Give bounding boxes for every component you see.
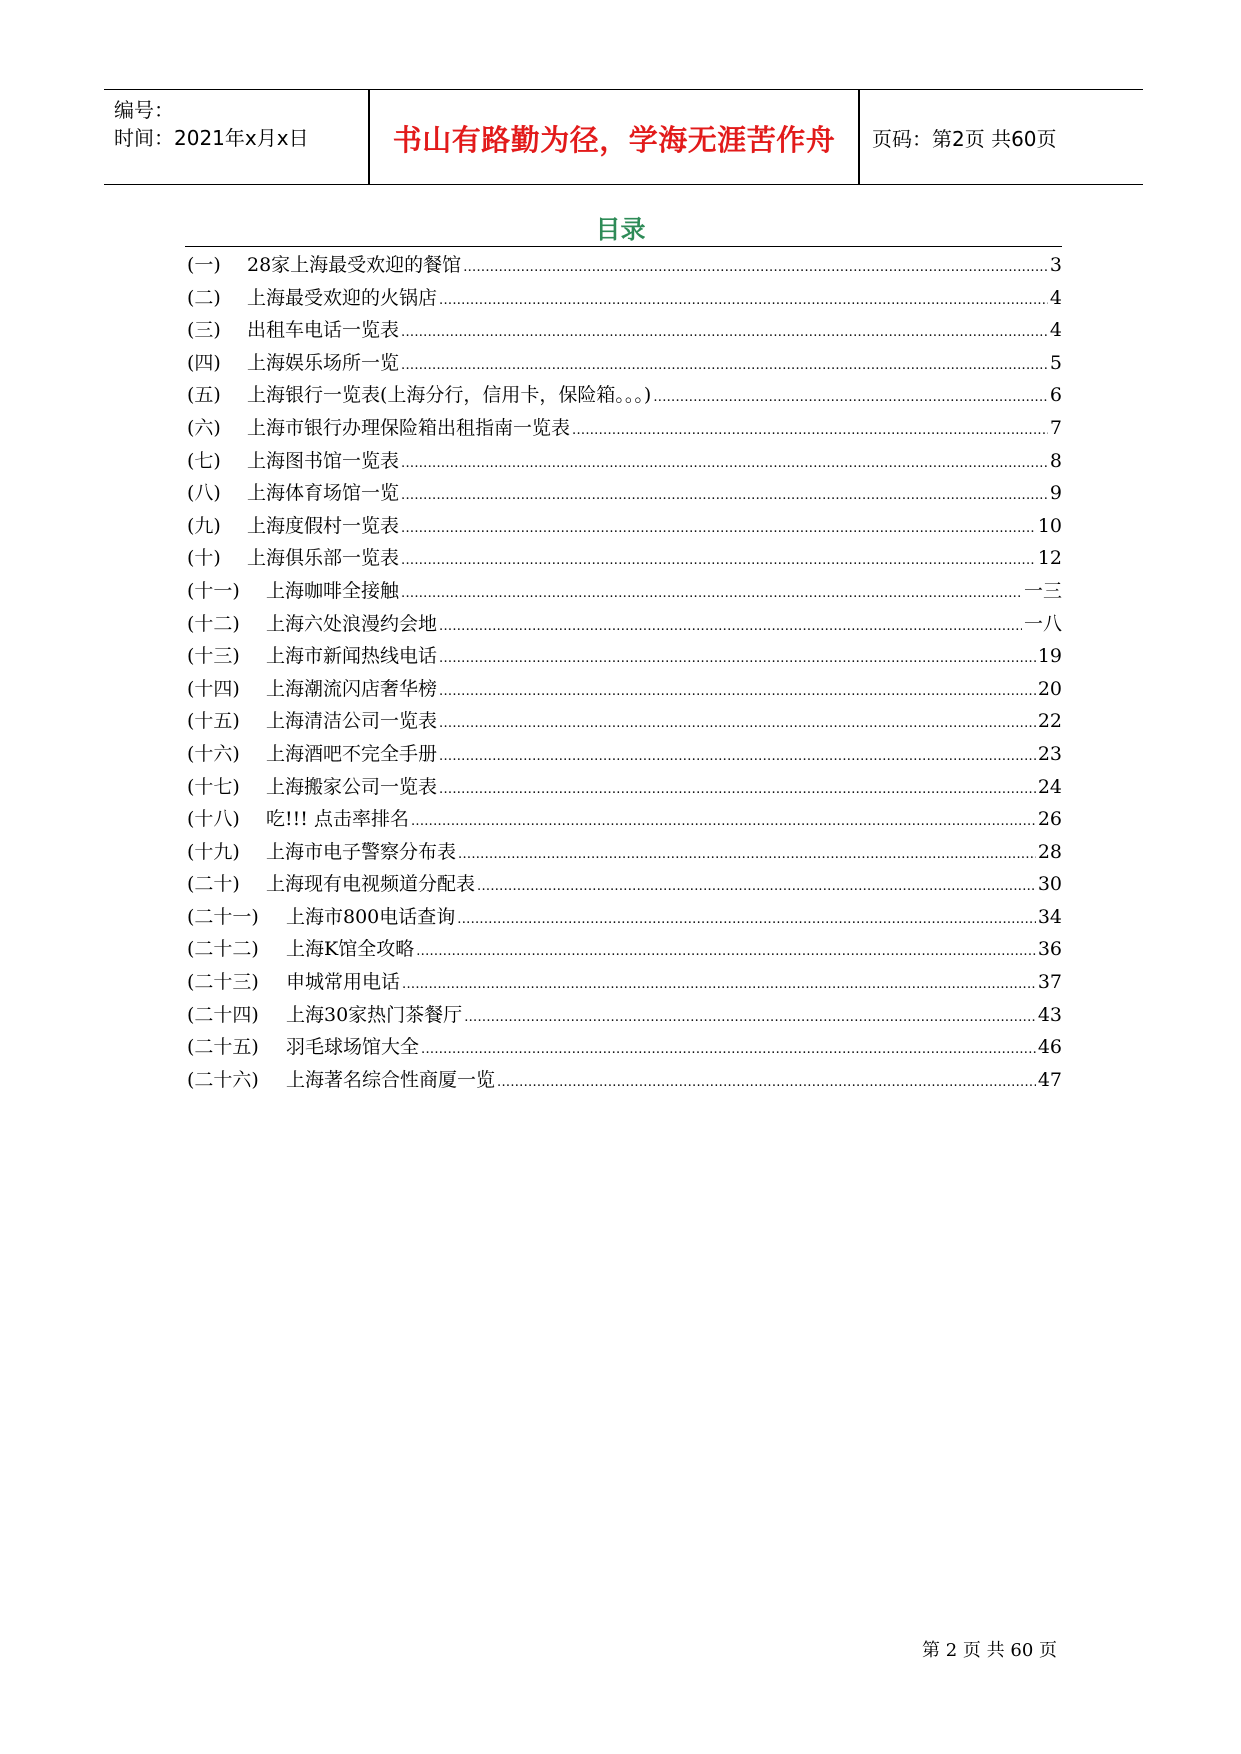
toc-entry-label: 上海著名综合性商厦一览 [286, 1068, 496, 1091]
header-page-info: 页码：第2页 共60页 [872, 127, 1057, 151]
toc-entry-label: 上海最受欢迎的火锅店 [247, 286, 438, 309]
toc-entry-label: 上海现有电视频道分配表 [266, 873, 476, 896]
header-motto: 书山有路勤为径，学海无涯苦作舟 [392, 123, 836, 157]
toc-entry-page-number: 30 [1037, 873, 1062, 896]
toc-entry[interactable] [187, 641, 1062, 674]
time-label: 时间：2021年x月x日 [114, 126, 309, 150]
toc-entry-leader-dots [457, 906, 1036, 928]
toc-entry[interactable] [187, 1000, 1062, 1033]
toc-entry[interactable] [187, 967, 1062, 1000]
toc-entry-number: (二) [187, 286, 221, 309]
toc-entry-page-number: 19 [1037, 645, 1062, 668]
toc-entry-page-number: 一八 [1023, 612, 1062, 635]
toc-entry[interactable] [187, 511, 1062, 544]
toc-entry-page-number: 43 [1037, 1003, 1062, 1026]
toc-entry-number: (二十二) [187, 938, 259, 961]
toc-entry-number: (十七) [187, 775, 240, 798]
toc-entry-page-number: 24 [1037, 775, 1062, 798]
toc-entry-page-number: 46 [1037, 1036, 1062, 1059]
toc-entry-leader-dots [401, 515, 1036, 537]
toc-entry[interactable] [187, 804, 1062, 837]
toc-entry-page-number: 47 [1037, 1068, 1062, 1091]
toc-entry[interactable] [187, 706, 1062, 739]
header-divider [858, 90, 860, 184]
toc-entry[interactable] [187, 934, 1062, 967]
table-of-contents [187, 250, 1062, 1097]
toc-entry-number: (一) [187, 254, 221, 276]
toc-entry-label: 上海体育场馆一览 [247, 482, 400, 505]
toc-entry-leader-dots [572, 417, 1048, 439]
toc-entry[interactable] [187, 478, 1062, 511]
toc-entry-leader-dots [464, 1004, 1036, 1026]
toc-entry-label: 上海咖啡全接触 [266, 579, 400, 602]
toc-entry[interactable] [187, 283, 1062, 316]
toc-entry-number: (七) [187, 449, 221, 472]
toc-entry-number: (二十六) [187, 1068, 259, 1091]
toc-entry-label: 出租车电话一览表 [247, 319, 400, 342]
toc-entry-number: (九) [187, 514, 221, 537]
toc-entry-number: (十二) [187, 612, 240, 635]
toc-entry-number: (十五) [187, 710, 240, 733]
toc-entry-label: 28家上海最受欢迎的餐馆 [247, 254, 462, 276]
toc-entry-page-number: 3 [1049, 254, 1062, 276]
toc-entry-label: 上海六处浪漫约会地 [266, 612, 438, 635]
toc-entry-label: 上海娱乐场所一览 [247, 351, 400, 374]
toc-entry-leader-dots [421, 1036, 1036, 1058]
toc-entry-leader-dots [401, 450, 1048, 472]
toc-entry-number: (六) [187, 416, 221, 439]
toc-entry-leader-dots [402, 971, 1036, 993]
toc-entry[interactable] [187, 869, 1062, 902]
toc-entry-leader-dots [416, 938, 1036, 960]
toc-entry-label: 上海市电子警察分布表 [266, 840, 457, 863]
toc-entry-label: 申城常用电话 [286, 971, 401, 994]
toc-entry-number: (五) [187, 384, 221, 407]
toc-entry[interactable] [187, 1065, 1062, 1098]
toc-entry-leader-dots [653, 384, 1048, 406]
toc-entry-label: 上海潮流闪店奢华榜 [266, 677, 438, 700]
toc-entry[interactable] [187, 315, 1062, 348]
toc-entry-label: 上海市银行办理保险箱出租指南一览表 [247, 416, 571, 439]
toc-entry-page-number: 37 [1037, 971, 1062, 994]
toc-title: 目录 [595, 215, 646, 244]
toc-entry-label: 羽毛球场馆大全 [286, 1036, 420, 1059]
toc-entry-number: (十四) [187, 677, 240, 700]
toc-entry-page-number: 12 [1037, 547, 1062, 570]
toc-entry[interactable] [187, 543, 1062, 576]
toc-entry-leader-dots [439, 613, 1022, 635]
toc-entry-number: (二十一) [187, 905, 259, 928]
toc-entry-label: 上海K馆全攻略 [286, 938, 415, 961]
toc-entry-label: 上海清洁公司一览表 [266, 710, 438, 733]
toc-entry[interactable] [187, 380, 1062, 413]
toc-entry-leader-dots [439, 287, 1048, 309]
toc-entry-number: (十九) [187, 840, 240, 863]
toc-entry-number: (十) [187, 547, 221, 570]
toc-entry-number: (二十五) [187, 1036, 259, 1059]
toc-entry[interactable] [187, 1032, 1062, 1065]
toc-entry-label: 上海市新闻热线电话 [266, 645, 438, 668]
toc-entry-leader-dots [439, 743, 1036, 765]
toc-entry-number: (十八) [187, 808, 240, 831]
toc-entry-page-number: 5 [1049, 351, 1062, 374]
toc-entry[interactable] [187, 348, 1062, 381]
toc-entry-page-number: 一三 [1023, 579, 1062, 602]
page-header [104, 89, 1143, 185]
toc-entry[interactable] [187, 250, 1062, 283]
toc-entry-number: (十一) [187, 579, 240, 602]
toc-entry-page-number: 9 [1049, 482, 1062, 505]
toc-entry-number: (二十三) [187, 971, 259, 994]
toc-entry-leader-dots [401, 482, 1048, 504]
toc-entry[interactable] [187, 837, 1062, 870]
toc-entry-label: 上海市800电话查询 [286, 905, 456, 928]
toc-entry-page-number: 20 [1037, 677, 1062, 700]
toc-entry-page-number: 36 [1037, 938, 1062, 961]
toc-entry-leader-dots [463, 254, 1048, 276]
toc-entry-label: 上海30家热门茶餐厅 [286, 1003, 463, 1026]
toc-entry[interactable] [187, 739, 1062, 772]
toc-entry-label: 上海酒吧不完全手册 [266, 742, 438, 765]
toc-entry-page-number: 6 [1049, 384, 1062, 407]
toc-entry[interactable] [187, 576, 1062, 609]
toc-entry[interactable] [187, 902, 1062, 935]
toc-entry-label: 上海图书馆一览表 [247, 449, 400, 472]
toc-entry-label: 上海度假村一览表 [247, 514, 400, 537]
toc-entry-page-number: 8 [1049, 449, 1062, 472]
toc-entry[interactable] [187, 772, 1062, 805]
toc-entry-page-number: 22 [1037, 710, 1062, 733]
toc-entry-page-number: 34 [1037, 905, 1062, 928]
toc-entry-page-number: 4 [1049, 319, 1062, 342]
toc-entry[interactable] [187, 446, 1062, 479]
toc-entry-leader-dots [497, 1069, 1036, 1091]
toc-entry-number: (十三) [187, 645, 240, 668]
toc-entry-number: (十六) [187, 742, 240, 765]
toc-entry-page-number: 7 [1049, 416, 1062, 439]
toc-entry-number: (二十) [187, 873, 240, 896]
toc-entry-label: 上海俱乐部一览表 [247, 547, 400, 570]
toc-entry[interactable] [187, 609, 1062, 642]
toc-entry-page-number: 23 [1037, 742, 1062, 765]
toc-entry-leader-dots [401, 352, 1048, 374]
toc-entry-leader-dots [401, 319, 1048, 341]
toc-entry-label: 吃!!! 点击率排名 [266, 808, 409, 831]
page-footer: 第 2 页 共 60 页 [922, 1640, 1057, 1661]
toc-entry-label: 上海搬家公司一览表 [266, 775, 438, 798]
toc-entry-leader-dots [458, 841, 1036, 863]
toc-entry-number: (三) [187, 319, 221, 342]
toc-rule [185, 246, 1062, 247]
toc-entry-leader-dots [411, 808, 1036, 830]
toc-entry-leader-dots [439, 645, 1036, 667]
toc-entry-number: (八) [187, 482, 221, 505]
toc-entry-leader-dots [439, 776, 1036, 798]
toc-entry-leader-dots [439, 678, 1036, 700]
toc-entry-number: (二十四) [187, 1003, 259, 1026]
toc-entry-page-number: 10 [1037, 514, 1062, 537]
toc-entry-number: (四) [187, 351, 221, 374]
toc-entry-leader-dots [401, 580, 1022, 602]
toc-entry-leader-dots [401, 547, 1036, 569]
toc-entry-leader-dots [477, 873, 1036, 895]
toc-entry[interactable] [187, 413, 1062, 446]
toc-entry-leader-dots [439, 710, 1036, 732]
toc-entry-page-number: 28 [1037, 840, 1062, 863]
toc-entry-page-number: 4 [1049, 286, 1062, 309]
toc-entry-label: 上海银行一览表(上海分行，信用卡，保险箱。。。) [247, 384, 652, 407]
number-label: 编号： [114, 98, 174, 122]
toc-entry[interactable] [187, 674, 1062, 707]
toc-entry-page-number: 26 [1037, 808, 1062, 831]
header-meta [114, 96, 374, 152]
